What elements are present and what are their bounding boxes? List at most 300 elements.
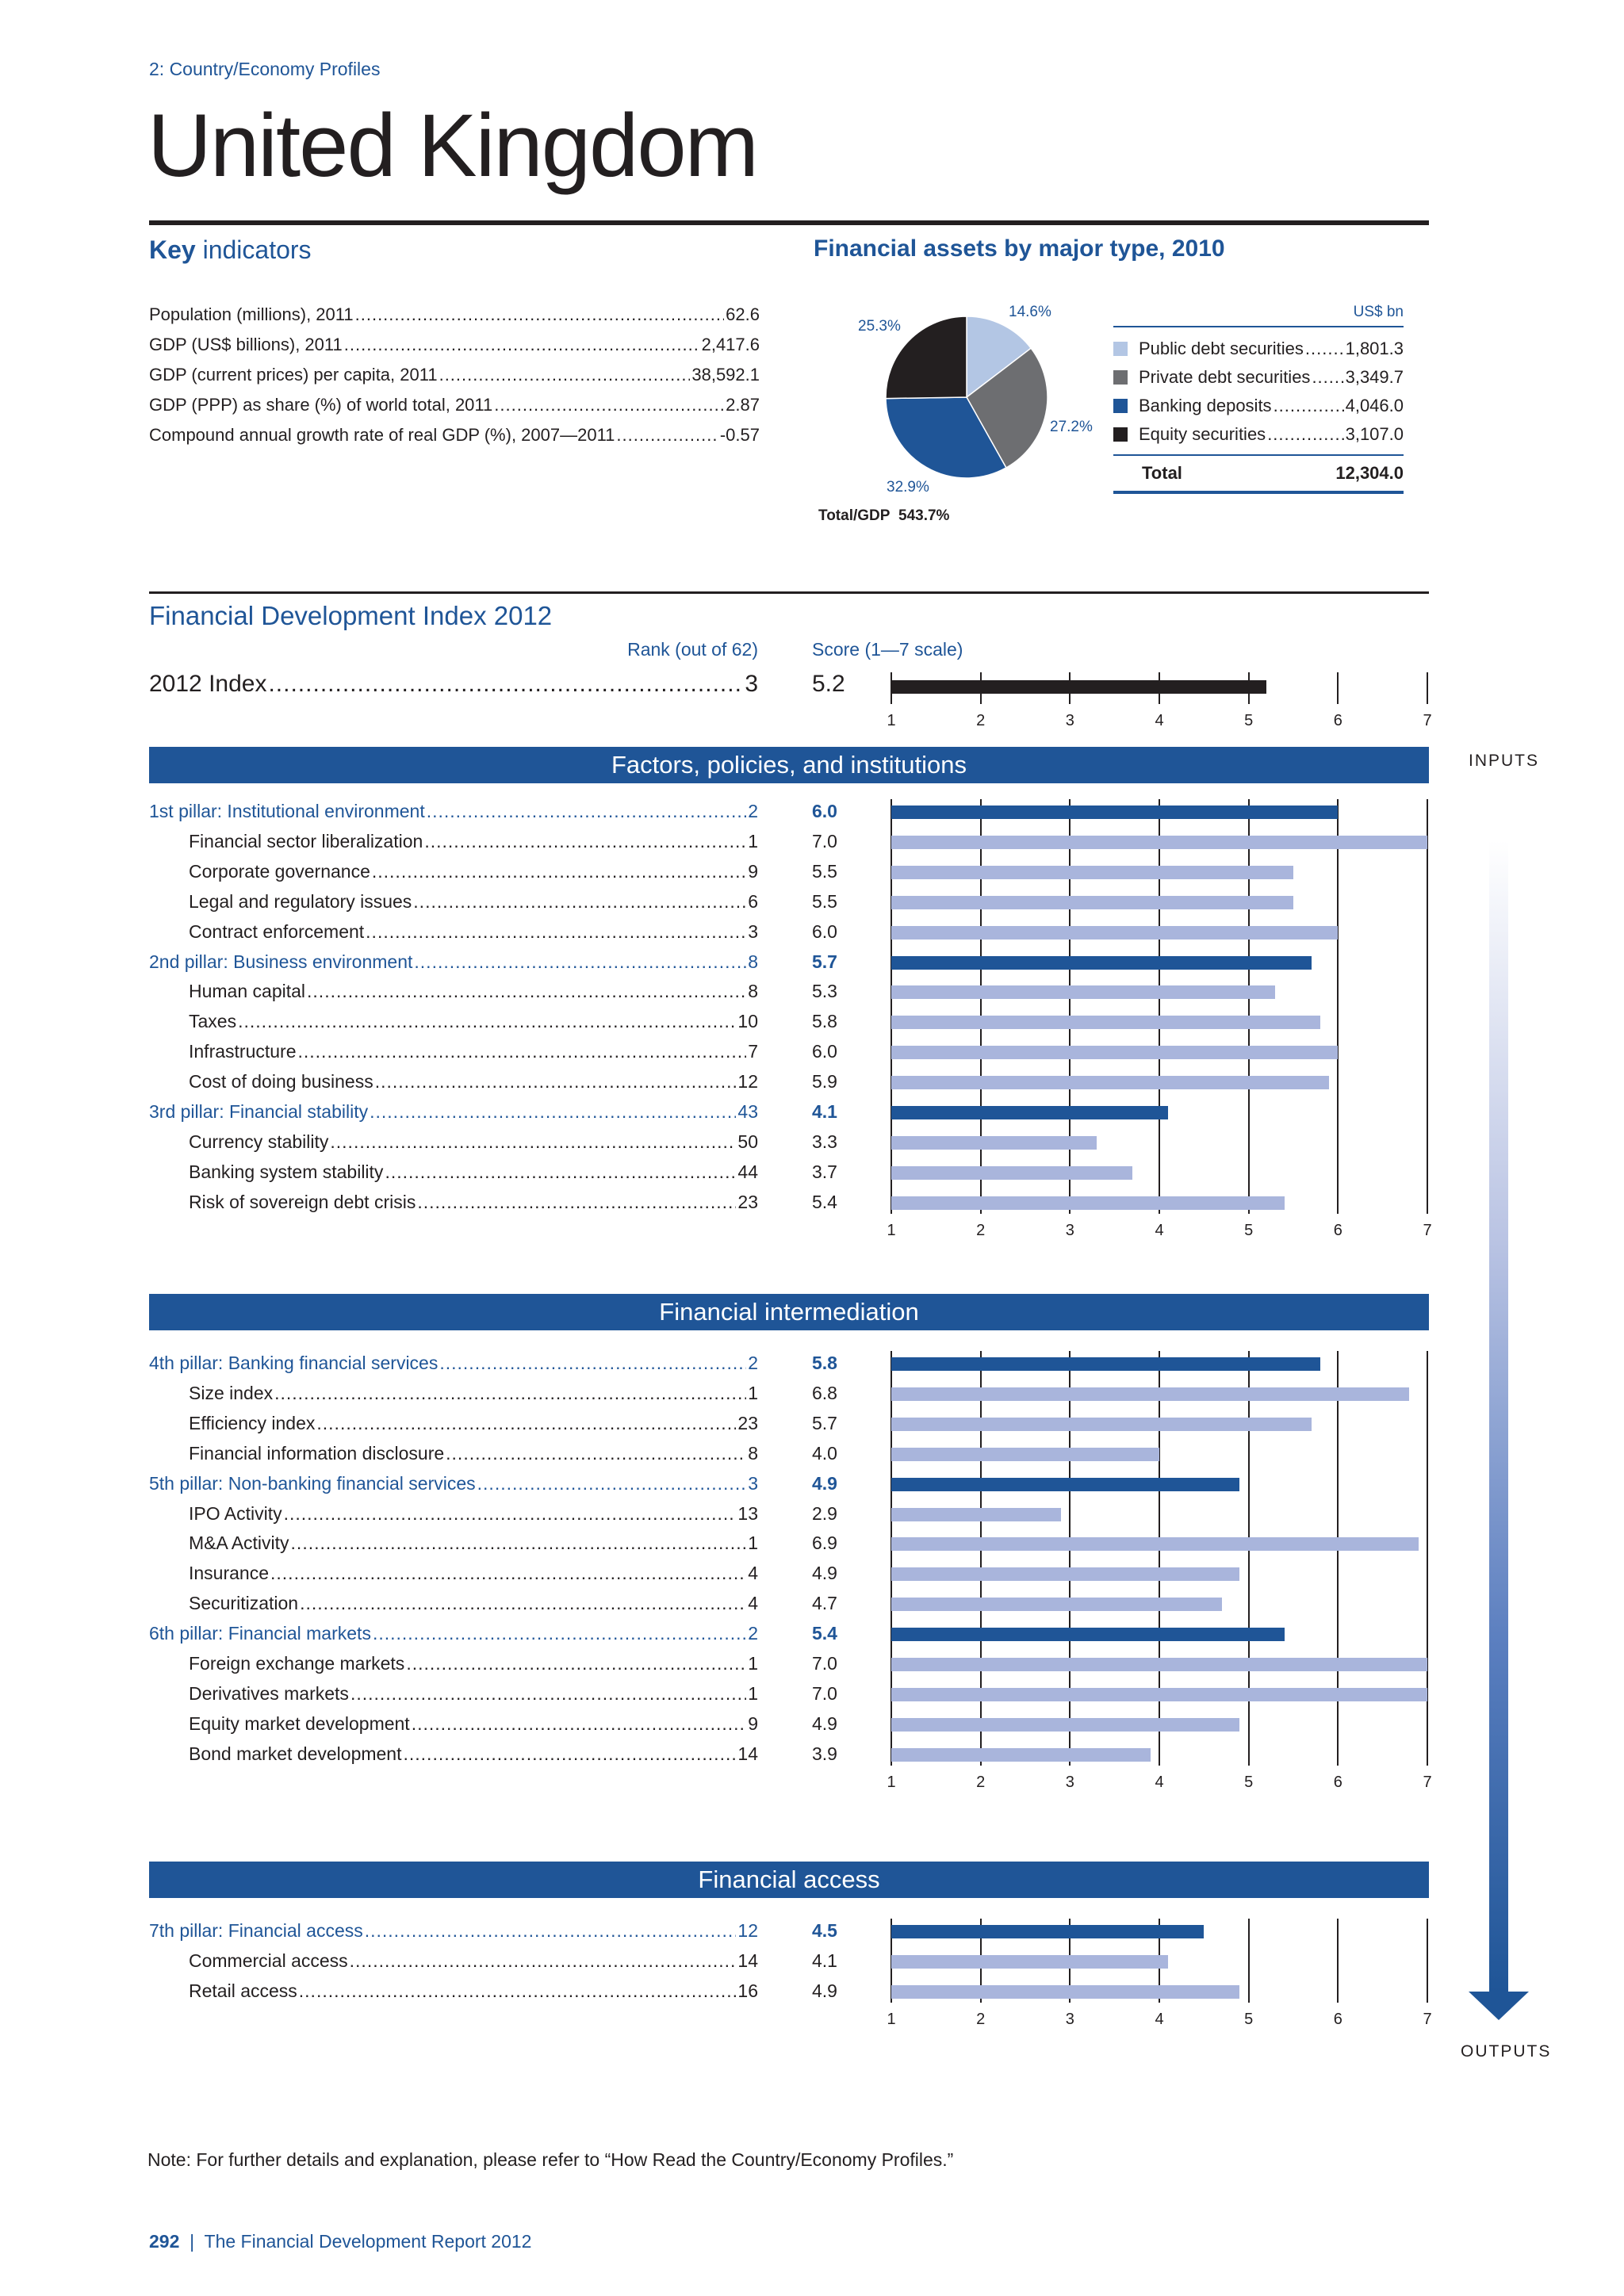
footer <box>149 2231 531 2252</box>
row-score: 5.5 <box>812 890 837 912</box>
page-number: 292 <box>149 2231 180 2252</box>
row-leader <box>284 1503 737 1525</box>
row-rank: 16 <box>737 1980 758 2001</box>
legend-top-rule <box>1113 326 1404 327</box>
row-leader <box>427 801 746 822</box>
rank-header: Rank (out of 62) <box>627 639 758 660</box>
subpillar-bar <box>891 1508 1061 1521</box>
subpillar-row <box>189 1413 758 1434</box>
section-band-factors: Factors, policies, and institutions <box>149 747 1429 783</box>
pillar-bar <box>891 1478 1239 1491</box>
intermediation-gridline <box>1159 1351 1160 1766</box>
subpillar-bar <box>891 1567 1239 1581</box>
row-score: 5.5 <box>812 860 837 882</box>
index-gridline <box>1427 672 1428 704</box>
factors-gridline <box>1248 799 1250 1214</box>
row-label: Cost of doing business <box>189 1071 373 1093</box>
row-label: Securitization <box>189 1593 299 1614</box>
row-rank: 1 <box>748 1653 758 1674</box>
subpillar-row <box>189 861 758 882</box>
subpillar-row <box>189 1533 758 1554</box>
row-leader <box>417 1192 736 1213</box>
row-leader <box>307 981 746 1002</box>
row-score: 6.9 <box>812 1533 837 1554</box>
index-tick-label: 3 <box>1065 712 1074 729</box>
row-score: 7.0 <box>812 1682 837 1704</box>
row-rank: 44 <box>737 1161 758 1182</box>
row-leader <box>477 1473 747 1494</box>
factors-tick-label: 2 <box>976 1221 986 1239</box>
legend-mid-rule <box>1113 454 1404 456</box>
row-leader <box>330 1131 736 1153</box>
row-label: Efficiency index <box>189 1412 316 1433</box>
row-label: Banking system stability <box>189 1161 384 1182</box>
pillar-bar <box>891 956 1312 970</box>
inputs-outputs-arrow <box>1467 840 1530 2022</box>
subpillar-bar <box>891 1748 1151 1762</box>
subpillar-bar <box>891 836 1427 849</box>
factors-gridline <box>980 799 982 1214</box>
subpillar-bar <box>891 1955 1168 1969</box>
index-leader <box>268 671 743 698</box>
subpillar-bar <box>891 1196 1285 1210</box>
subpillar-bar <box>891 1448 1159 1461</box>
key-indicators-title <box>149 235 312 265</box>
row-rank: 1 <box>748 1382 758 1403</box>
outputs-label: OUTPUTS <box>1461 2042 1552 2061</box>
row-score: 4.1 <box>812 1101 837 1122</box>
intermediation-tick-label: 1 <box>887 1773 896 1791</box>
subpillar-row <box>189 831 758 852</box>
row-rank: 50 <box>737 1131 758 1152</box>
row-leader <box>366 921 746 943</box>
legend-value: 3,349.7 <box>1345 367 1404 387</box>
subpillar-bar <box>891 985 1275 999</box>
pie-label-banking: 32.9% <box>887 479 929 496</box>
index-tick-label: 4 <box>1155 712 1164 729</box>
pillar-bar <box>891 1925 1204 1938</box>
indicator-leader <box>344 335 700 355</box>
key-indicators-title-strong: Key <box>149 235 196 264</box>
row-score: 5.3 <box>812 981 837 1002</box>
row-leader <box>365 1920 737 1942</box>
row-label: Corporate governance <box>189 860 370 882</box>
row-score: 6.0 <box>812 1041 837 1062</box>
row-rank: 9 <box>748 1712 758 1734</box>
page-title: United Kingdom <box>147 96 757 195</box>
access-gridline <box>1427 1919 1428 2003</box>
subpillar-row <box>189 891 758 913</box>
index-score: 5.2 <box>812 671 845 697</box>
row-rank: 2 <box>748 801 758 821</box>
row-score: 4.9 <box>812 1472 837 1494</box>
row-label: Derivatives markets <box>189 1682 349 1704</box>
index-tick-label: 1 <box>887 712 896 729</box>
subpillar-row <box>189 1443 758 1464</box>
pillar-row <box>149 801 758 822</box>
total-gdp-value: 543.7% <box>898 507 950 524</box>
row-label: Infrastructure <box>189 1041 297 1062</box>
row-score: 6.0 <box>812 801 837 821</box>
inputs-label: INPUTS <box>1469 752 1540 770</box>
legend-swatch <box>1113 399 1128 413</box>
subpillar-bar <box>891 1688 1427 1701</box>
legend-label: Private debt securities <box>1139 367 1311 387</box>
fdi-rule <box>149 591 1429 594</box>
legend-item <box>1113 339 1404 359</box>
row-label: Human capital <box>189 981 306 1002</box>
row-score: 6.8 <box>812 1382 837 1403</box>
subpillar-bar <box>891 1598 1222 1611</box>
factors-tick-label: 7 <box>1423 1221 1432 1239</box>
row-leader <box>375 1071 737 1093</box>
row-label: Taxes <box>189 1011 237 1032</box>
row-rank: 7 <box>748 1041 758 1062</box>
index-row <box>149 671 758 698</box>
indicator-leader <box>616 425 718 446</box>
row-label: Legal and regulatory issues <box>189 890 412 912</box>
subpillar-bar <box>891 1046 1338 1059</box>
row-label: 6th pillar: Financial markets <box>149 1623 371 1644</box>
row-label: 3rd pillar: Financial stability <box>149 1101 369 1122</box>
row-leader <box>404 1743 737 1765</box>
total-gdp <box>818 507 949 525</box>
row-label: Financial sector liberalization <box>189 830 423 851</box>
intermediation-gridline <box>1337 1351 1339 1766</box>
subpillar-row <box>189 1743 758 1765</box>
row-label: Financial information disclosure <box>189 1442 445 1464</box>
subpillar-row <box>189 1192 758 1213</box>
index-tick-label: 6 <box>1333 712 1342 729</box>
row-leader <box>414 951 746 973</box>
subpillar-row <box>189 921 758 943</box>
section-band-intermediation: Financial intermediation <box>149 1294 1429 1330</box>
intermediation-gridline <box>891 1351 892 1766</box>
index-bar <box>891 680 1266 694</box>
row-leader <box>316 1413 736 1434</box>
subpillar-bar <box>891 1537 1419 1551</box>
subpillar-row <box>189 1563 758 1584</box>
assets-unit: US$ bn <box>1353 304 1404 320</box>
row-rank: 1 <box>748 830 758 851</box>
factors-gridline <box>1159 799 1160 1214</box>
row-leader <box>373 1623 746 1644</box>
subpillar-bar <box>891 1985 1239 1999</box>
index-tick-label: 5 <box>1244 712 1254 729</box>
row-label: 1st pillar: Institutional environment <box>149 801 425 821</box>
subpillar-bar <box>891 1076 1329 1089</box>
pillar-row <box>149 951 758 973</box>
row-leader <box>406 1653 746 1674</box>
row-label: Contract enforcement <box>189 920 365 942</box>
subpillar-row <box>189 1713 758 1735</box>
pillar-bar <box>891 1628 1285 1641</box>
row-score: 5.8 <box>812 1353 837 1373</box>
subpillar-bar <box>891 896 1293 909</box>
row-rank: 9 <box>748 860 758 882</box>
index-rank: 3 <box>745 671 758 697</box>
row-score: 6.0 <box>812 920 837 942</box>
score-header: Score (1—7 scale) <box>812 639 963 660</box>
subpillar-row <box>189 1503 758 1525</box>
row-score: 5.8 <box>812 1011 837 1032</box>
row-leader <box>298 1041 747 1062</box>
subpillar-row <box>189 1980 758 2002</box>
row-rank: 1 <box>748 1533 758 1554</box>
indicator-label: GDP (current prices) per capita, 2011 <box>149 365 438 385</box>
row-rank: 12 <box>737 1920 758 1941</box>
row-label: M&A Activity <box>189 1533 289 1554</box>
index-tick-label: 2 <box>976 712 986 729</box>
indicator-row <box>149 365 760 385</box>
row-rank: 12 <box>737 1071 758 1093</box>
indicator-label: Population (millions), 2011 <box>149 304 354 324</box>
row-rank: 14 <box>737 1950 758 1971</box>
index-gridline <box>1337 672 1339 704</box>
intermediation-tick-label: 4 <box>1155 1773 1164 1791</box>
row-score: 4.0 <box>812 1442 837 1464</box>
row-label: Insurance <box>189 1563 270 1584</box>
legend-label: Public debt securities <box>1139 339 1304 358</box>
intermediation-gridline <box>1427 1351 1428 1766</box>
assets-total-label: Total <box>1142 463 1182 483</box>
row-leader <box>412 1713 747 1735</box>
indicator-value: 38,592.1 <box>691 365 760 385</box>
pillar-row <box>149 1353 758 1374</box>
access-gridline <box>1248 1919 1250 2003</box>
total-gdp-label: Total/GDP <box>818 507 891 524</box>
pillar-row <box>149 1920 758 1942</box>
access-gridline <box>1337 1919 1339 2003</box>
key-indicators-title-rest: indicators <box>195 235 312 264</box>
row-leader <box>370 1101 736 1123</box>
subpillar-bar <box>891 1658 1427 1671</box>
row-rank: 6 <box>748 890 758 912</box>
row-rank: 8 <box>748 1442 758 1464</box>
factors-gridline <box>1427 799 1428 1214</box>
row-label: 4th pillar: Banking financial services <box>149 1353 439 1373</box>
row-score: 5.7 <box>812 951 837 972</box>
indicator-leader <box>355 304 725 325</box>
subpillar-row <box>189 1161 758 1183</box>
pillar-row <box>149 1473 758 1494</box>
row-label: Bond market development <box>189 1743 402 1764</box>
legend-swatch <box>1113 427 1128 442</box>
pie-label-equity: 25.3% <box>858 318 901 335</box>
row-label: Commercial access <box>189 1950 348 1971</box>
row-score: 5.4 <box>812 1623 837 1644</box>
indicator-leader <box>439 365 691 385</box>
row-rank: 8 <box>748 981 758 1002</box>
breadcrumb: 2: Country/Economy Profiles <box>149 59 381 79</box>
pie-label-public: 14.6% <box>1009 304 1051 320</box>
row-rank: 8 <box>748 951 758 972</box>
legend-swatch <box>1113 342 1128 356</box>
row-leader <box>385 1161 736 1183</box>
legend-value: 4,046.0 <box>1345 396 1404 415</box>
indicator-value: 2,417.6 <box>701 335 760 354</box>
legend-leader <box>1305 339 1344 359</box>
row-score: 5.7 <box>812 1412 837 1433</box>
subpillar-row <box>189 1041 758 1062</box>
intermediation-tick-label: 3 <box>1065 1773 1074 1791</box>
indicator-row <box>149 335 760 355</box>
factors-gridline <box>1337 799 1339 1214</box>
section-band-access: Financial access <box>149 1862 1429 1898</box>
row-label: Risk of sovereign debt crisis <box>189 1191 416 1212</box>
intermediation-gridline <box>1069 1351 1071 1766</box>
row-rank: 3 <box>748 920 758 942</box>
subpillar-row <box>189 1683 758 1705</box>
row-leader <box>238 1011 736 1032</box>
indicator-label: GDP (US$ billions), 2011 <box>149 335 343 354</box>
row-score: 5.9 <box>812 1071 837 1093</box>
subpillar-bar <box>891 926 1338 939</box>
row-leader <box>424 831 746 852</box>
row-score: 4.9 <box>812 1712 837 1734</box>
row-rank: 23 <box>737 1412 758 1433</box>
subpillar-row <box>189 1071 758 1093</box>
subpillar-row <box>189 1950 758 1972</box>
row-score: 4.1 <box>812 1950 837 1971</box>
row-label: Foreign exchange markets <box>189 1653 405 1674</box>
index-tick-label: 7 <box>1423 712 1432 729</box>
pillar-bar <box>891 806 1338 819</box>
indicator-label: Compound annual growth rate of real GDP (%), 2007—2011 <box>149 425 615 445</box>
row-leader <box>350 1683 746 1705</box>
subpillar-bar <box>891 866 1293 879</box>
row-leader <box>270 1563 746 1584</box>
access-tick-label: 6 <box>1333 2010 1342 2028</box>
factors-tick-label: 1 <box>887 1221 896 1239</box>
row-rank: 4 <box>748 1563 758 1584</box>
legend-item <box>1113 367 1404 388</box>
intermediation-tick-label: 5 <box>1244 1773 1254 1791</box>
legend-leader <box>1274 396 1344 416</box>
row-leader <box>299 1980 737 2002</box>
row-rank: 13 <box>737 1502 758 1524</box>
row-rank: 10 <box>737 1011 758 1032</box>
fdi-title: Financial Development Index 2012 <box>149 601 553 630</box>
row-label: Size index <box>189 1382 274 1403</box>
row-score: 7.0 <box>812 1653 837 1674</box>
legend-swatch <box>1113 370 1128 385</box>
row-rank: 14 <box>737 1743 758 1764</box>
indicator-value: -0.57 <box>719 425 760 445</box>
factors-tick-label: 4 <box>1155 1221 1164 1239</box>
subpillar-bar <box>891 1136 1097 1150</box>
row-rank: 2 <box>748 1623 758 1644</box>
pillar-bar <box>891 1106 1168 1119</box>
pie-label-private: 27.2% <box>1050 419 1093 435</box>
legend-leader <box>1312 367 1343 388</box>
intermediation-tick-label: 6 <box>1333 1773 1342 1791</box>
legend-label: Banking deposits <box>1139 396 1272 415</box>
row-label: 7th pillar: Financial access <box>149 1920 363 1941</box>
row-score: 5.4 <box>812 1191 837 1212</box>
subpillar-row <box>189 1131 758 1153</box>
access-tick-label: 3 <box>1065 2010 1074 2028</box>
factors-tick-label: 5 <box>1244 1221 1254 1239</box>
row-leader <box>413 891 746 913</box>
row-score: 4.9 <box>812 1563 837 1584</box>
assets-total-value: 12,304.0 <box>1335 463 1404 483</box>
subpillar-bar <box>891 1016 1320 1029</box>
intermediation-tick-label: 7 <box>1423 1773 1432 1791</box>
factors-tick-label: 6 <box>1333 1221 1342 1239</box>
legend-item <box>1113 396 1404 416</box>
subpillar-bar <box>891 1387 1409 1401</box>
intermediation-gridline <box>980 1351 982 1766</box>
indicator-value: 62.6 <box>726 304 760 324</box>
top-rule <box>149 220 1429 225</box>
row-score: 3.9 <box>812 1743 837 1764</box>
indicator-row <box>149 304 760 325</box>
access-tick-label: 2 <box>976 2010 986 2028</box>
access-tick-label: 4 <box>1155 2010 1164 2028</box>
row-leader <box>274 1383 746 1404</box>
financial-assets-title: Financial assets by major type, 2010 <box>814 235 1225 262</box>
legend-leader <box>1267 424 1343 445</box>
row-label: Equity market development <box>189 1712 410 1734</box>
row-rank: 23 <box>737 1191 758 1212</box>
subpillar-row <box>189 1593 758 1614</box>
pillar-row <box>149 1623 758 1644</box>
report-title: The Financial Development Report 2012 <box>204 2231 532 2252</box>
row-score: 4.9 <box>812 1980 837 2001</box>
row-score: 2.9 <box>812 1502 837 1524</box>
subpillar-row <box>189 981 758 1002</box>
row-label: Retail access <box>189 1980 297 2001</box>
subpillar-row <box>189 1383 758 1404</box>
indicator-leader <box>494 395 724 415</box>
indicator-label: GDP (PPP) as share (%) of world total, 2011 <box>149 395 493 415</box>
row-label: 5th pillar: Non-banking financial services <box>149 1472 476 1494</box>
legend-value: 1,801.3 <box>1345 339 1404 358</box>
financial-assets-pie <box>883 314 1050 480</box>
subpillar-row <box>189 1653 758 1674</box>
factors-tick-label: 3 <box>1065 1221 1074 1239</box>
pillar-bar <box>891 1357 1320 1371</box>
row-leader <box>291 1533 747 1554</box>
legend-label: Equity securities <box>1139 424 1266 444</box>
access-tick-label: 5 <box>1244 2010 1254 2028</box>
legend-value: 3,107.0 <box>1345 424 1404 444</box>
row-rank: 1 <box>748 1682 758 1704</box>
row-label: IPO Activity <box>189 1502 282 1524</box>
row-rank: 4 <box>748 1593 758 1614</box>
row-label: Currency stability <box>189 1131 329 1152</box>
footer-separator: | <box>190 2231 195 2252</box>
legend-item <box>1113 424 1404 445</box>
intermediation-tick-label: 2 <box>976 1773 986 1791</box>
legend-bottom-rule <box>1113 491 1404 494</box>
row-label: 2nd pillar: Business environment <box>149 951 413 972</box>
indicator-row <box>149 425 760 446</box>
row-leader <box>350 1950 737 1972</box>
factors-gridline <box>891 799 892 1214</box>
row-score: 4.7 <box>812 1593 837 1614</box>
row-leader <box>372 861 746 882</box>
subpillar-bar <box>891 1418 1312 1431</box>
row-leader <box>446 1443 746 1464</box>
index-label: 2012 Index <box>149 671 267 697</box>
row-score: 4.5 <box>812 1920 837 1941</box>
row-leader <box>300 1593 746 1614</box>
row-score: 3.7 <box>812 1161 837 1182</box>
row-rank: 3 <box>748 1472 758 1494</box>
subpillar-row <box>189 1011 758 1032</box>
